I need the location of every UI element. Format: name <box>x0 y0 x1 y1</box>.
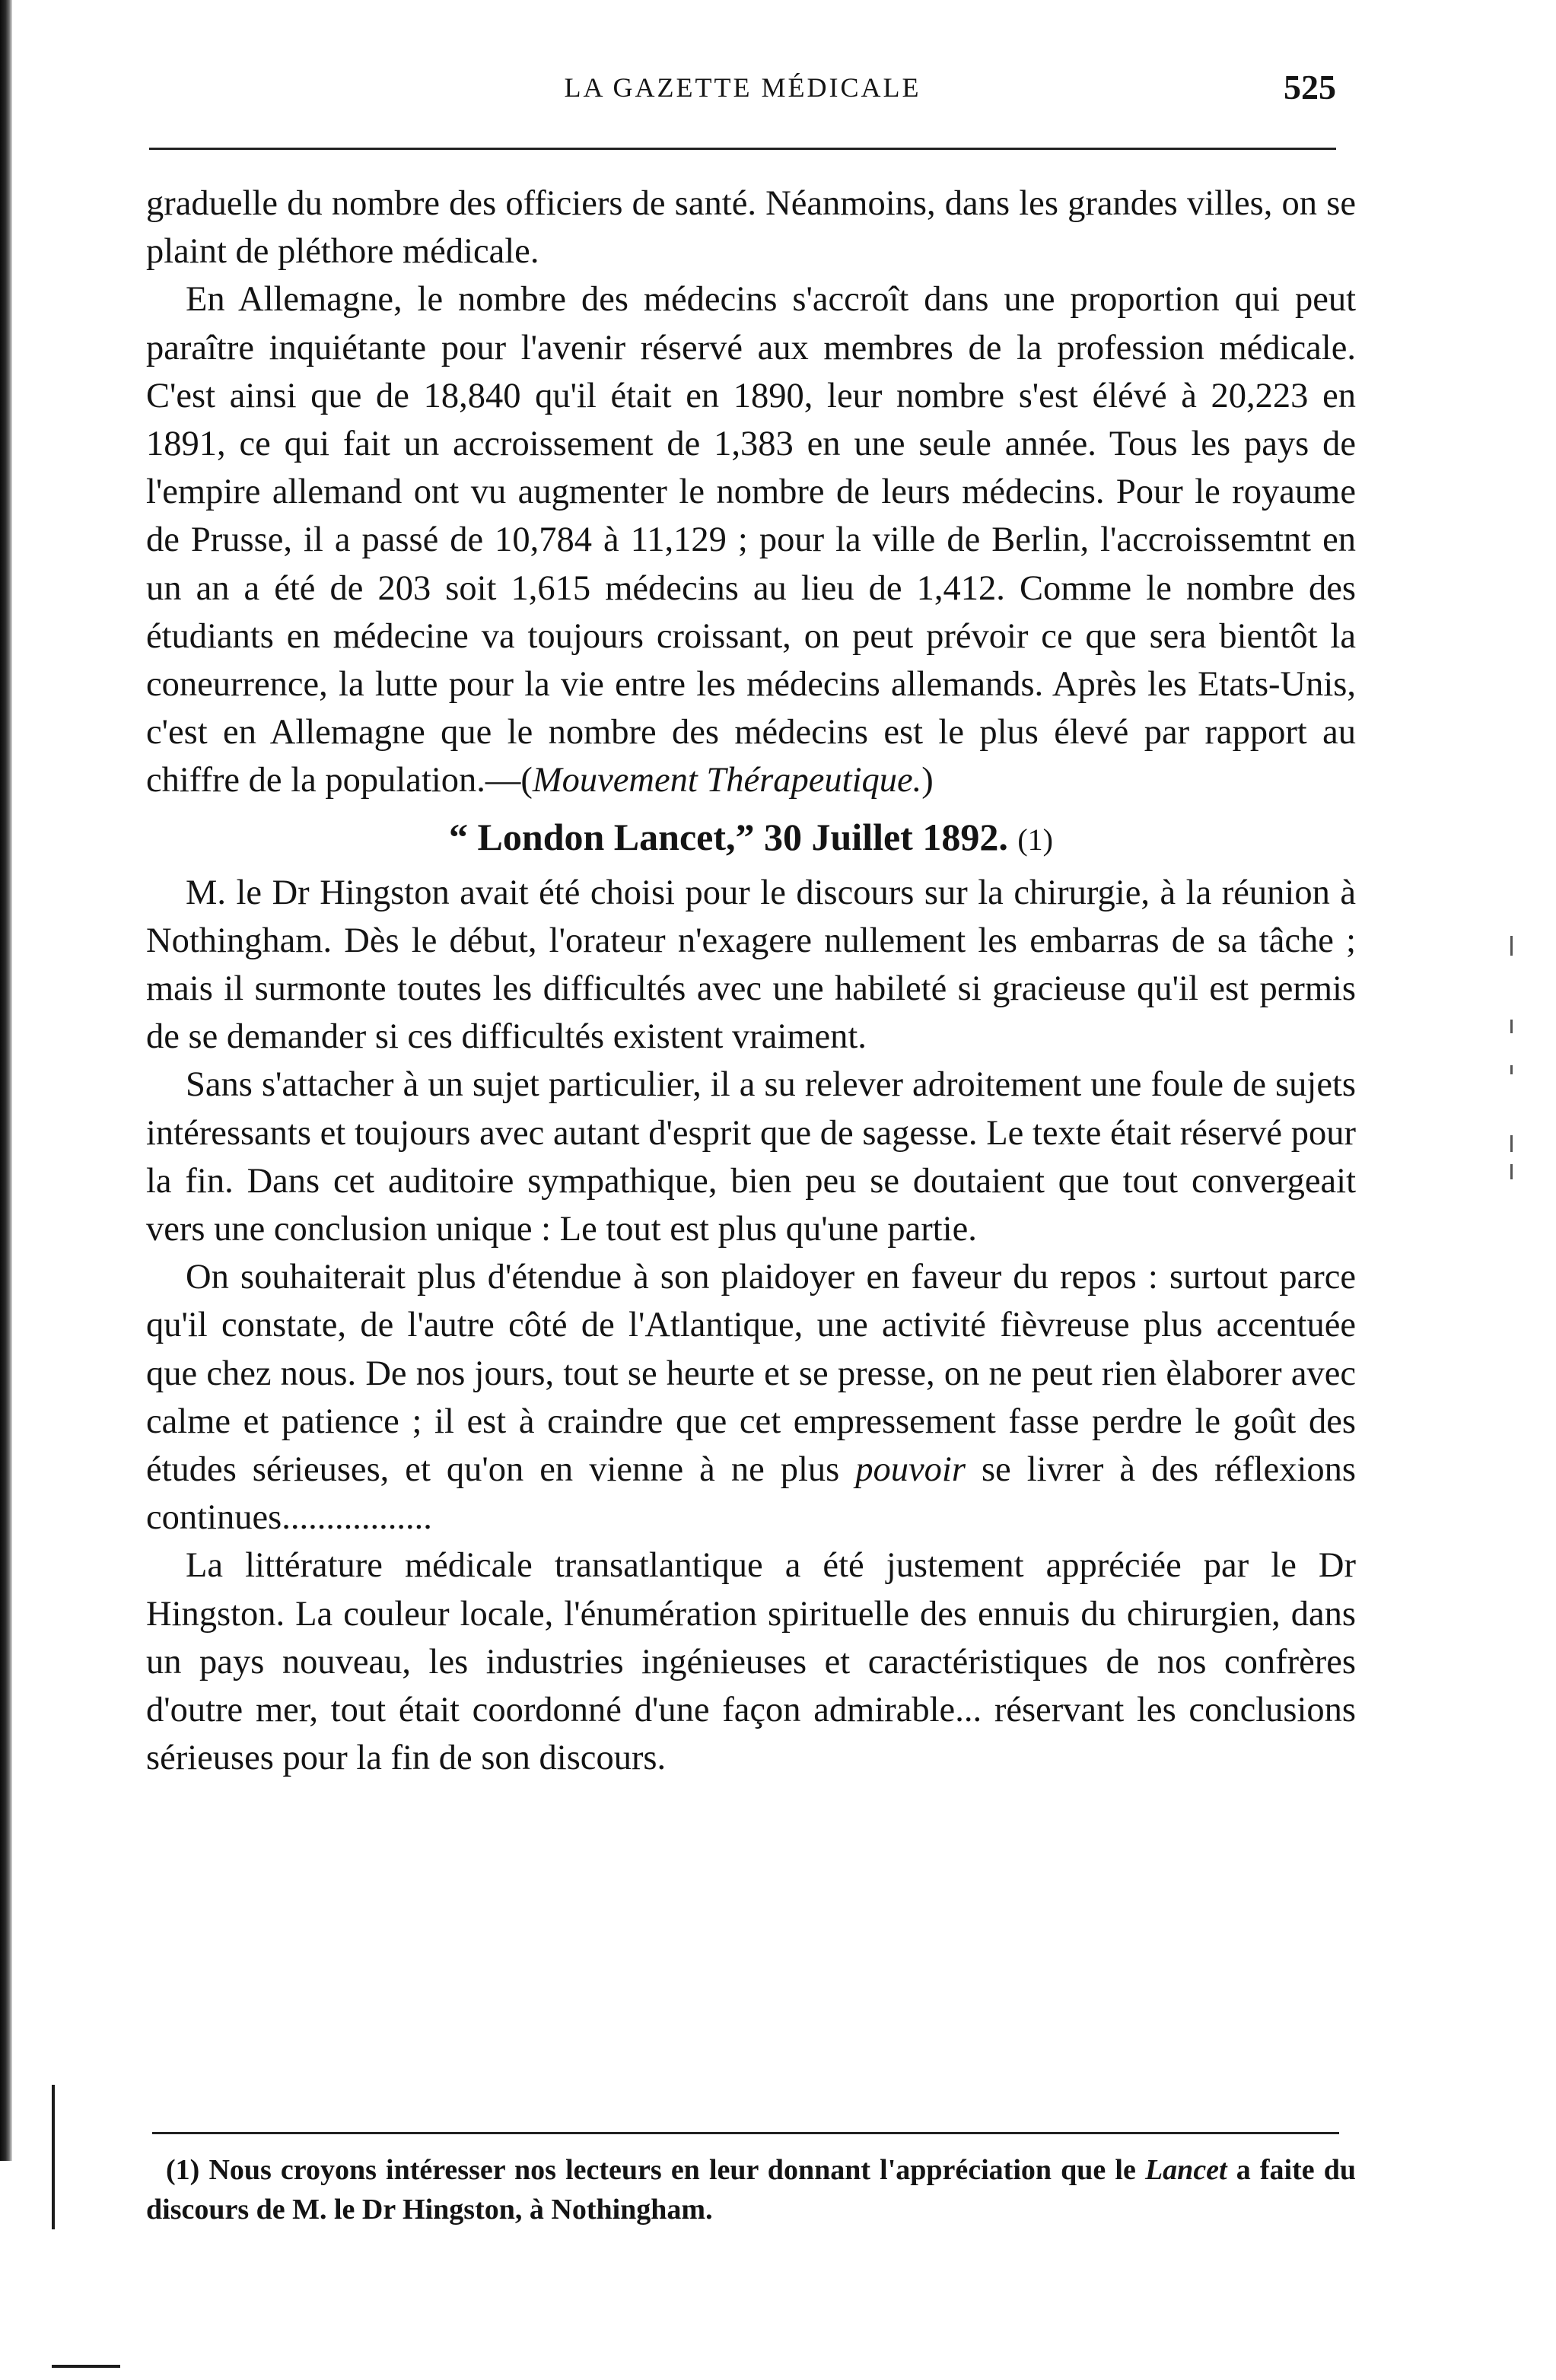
footnote-reference: (1) <box>1017 822 1053 857</box>
footnote-text <box>146 2150 1356 2229</box>
article-body <box>146 180 1356 1783</box>
footnote-text-end: a faite du discours de M. le Dr Hingston, à Nothingham. <box>146 2154 1356 2226</box>
paragraph-text: On souhaiterait plus d'étendue à son plaidoyer en faveur du repos : surtout parce qu'il constate, de l'autre côté de l'Atlantique, une activité fièvreuse plus accentuée que chez nous. De nos jours, tout se heurte et se presse, on ne peut rien èlaborer avec calme et patience ; il est à craindre que cet empressement fasse perdre le goût des études sérieuses, et qu'on en vienne à ne plus <box>146 1258 1356 1490</box>
paragraph-hingston-intro: M. le Dr Hingston avait été choisi pour le discours sur la chirurgie, à la réunion à Nothingham. Dès le début, l'orateur n'exagere nullement les embarras de sa tâche ; mais il surmonte toutes les difficultés avec une habileté si gracieuse qu'il est permis de se demander si ces difficultés existent vraiment. <box>146 873 1356 1057</box>
paragraph-text: En Allemagne, le nombre des médecins s'accroît dans une proportion qui peut paraître inquiétante pour l'avenir réservé aux membres de la profession médicale. C'est ainsi que de 18,840 qu'il était en 1890, leur nombre s'est élévé à 20,223 en 1891, ce qui fait un accroissement de 1,383 en une seule année. Tous les pays de l'empire allemand ont vu augmenter le nombre de leurs médecins. Pour le royaume de Prusse, il a passé de 10,784 à 11,129 ; pour la ville de Berlin, l'accroissemtnt en un an a été de 203 soit 1,615 médecins au lieu de 1,412. Comme le nombre des étudiants en médecine va toujours croissant, on peut prévoir ce que sera bientôt la coneurrence, la lutte pour la vie entre les médecins allemands. Après les Etats-Unis, c'est en Allemagne que le nombre des médecins est le plus élevé par rapport au chiffre de la population.—( <box>146 280 1356 800</box>
paragraph-continuation: graduelle du nombre des officiers de santé. Néanmoins, dans les grandes villes, on se plaint de pléthore médicale. <box>146 184 1356 272</box>
paragraph-text-end: se livrer à des réflexions continues................. <box>146 1450 1356 1538</box>
speck <box>1510 1020 1513 1033</box>
paragraph-literature: La littérature médicale transatlantique a été justement appréciée par le Dr Hingston. La couleur locale, l'énumération spirituelle des ennuis du chirurgien, dans un pays nouveau, les industries ingénieuses et caractéristiques de nos confrères d'outre mer, tout était coordonné d'une façon admirable... réservant les conclusions sérieuses pour la fin de son discours. <box>146 1546 1356 1778</box>
emphasis-word: pouvoir <box>855 1450 966 1490</box>
source-citation: Mouvement Thérapeutique. <box>532 761 922 800</box>
footnote-journal-name: Lancet <box>1144 2154 1227 2186</box>
speck <box>1510 1164 1513 1179</box>
page-number: 525 <box>1284 68 1336 107</box>
binding-shadow <box>0 0 12 2161</box>
footnote-rule <box>152 2132 1339 2134</box>
paragraph-subjects: Sans s'attacher à un sujet particulier, il a su relever adroitement une foule de sujets intéressants et toujours avec autant d'esprit que de sagesse. Le texte était réservé pour la fin. Dans cet auditoire sympathique, bien peu se doutaient que tout convergeait vers une conclusion unique : Le tout est plus qu'une partie. <box>146 1065 1356 1249</box>
footnote <box>146 2150 1356 2229</box>
section-heading <box>146 813 1356 864</box>
paragraph-germany <box>146 275 1356 804</box>
speck <box>1510 1135 1513 1152</box>
speck <box>1510 936 1513 956</box>
paragraph-text-end: ) <box>921 761 934 800</box>
header-rule <box>149 148 1336 150</box>
binding-line <box>52 2085 55 2229</box>
speck <box>1510 1065 1513 1074</box>
binding-corner-line <box>52 2365 120 2368</box>
footnote-text-start: (1) Nous croyons intéresser nos lecteurs en leur donnant l'appréciation que le <box>166 2154 1145 2186</box>
paragraph-repose <box>146 1253 1356 1542</box>
margin-specks <box>1510 936 1518 1195</box>
section-title: “ London Lancet,” 30 Juillet 1892. <box>449 815 1008 858</box>
running-head: LA GAZETTE MÉDICALE <box>564 72 921 103</box>
page-header <box>149 67 1336 113</box>
